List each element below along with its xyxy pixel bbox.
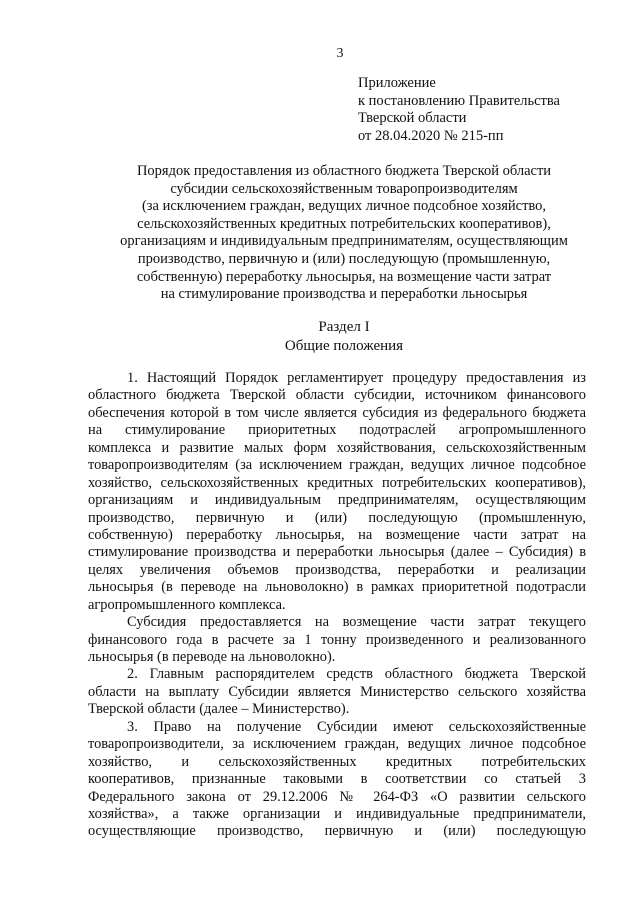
appendix-line: от 28.04.2020 № 215-пп [358, 127, 504, 144]
paragraph-line: организациям и индивидуальным предпринимателям, осуществляющим [88, 492, 586, 509]
paragraph-line: комплекса и развитие малых форм хозяйствования, сельскохозяйственным [88, 439, 586, 456]
document-title [86, 163, 602, 304]
appendix-line: Тверской области [358, 110, 467, 126]
paragraph [88, 666, 586, 718]
title-line: собственную) переработку льносырья, на возмещение части затрат [136, 268, 552, 285]
paragraph-line: целях увеличения объемов производства, переработки и реализации [88, 561, 586, 578]
paragraph [88, 719, 586, 841]
title-line: Порядок предоставления из областного бюджета Тверской области [136, 163, 552, 179]
paragraph-line: стимулирование производства и переработки льносырья (далее – Субсидия) в [88, 544, 586, 561]
paragraph-line: хозяйство, и сельскохозяйственных кредитных потребительских [88, 753, 586, 770]
paragraph-line: осуществляющие производство, первичную и (или) последующую [88, 823, 586, 840]
paragraph-line: 3. Право на получение Субсидии имеют сельскохозяйственные [127, 718, 586, 735]
paragraph [88, 614, 586, 666]
paragraph-line: Тверской области (далее – Министерство). [88, 701, 350, 718]
section-number: Раздел I [318, 319, 370, 335]
paragraph-line: агропромышленного комплекса. [88, 596, 286, 613]
paragraph-line: льносырья (в переводе на льноволокно) в рамках приоритетной подотрасли [88, 579, 586, 596]
title-line: сельскохозяйственных кредитных потребительских кооперативов), [137, 215, 551, 232]
appendix-block [358, 75, 560, 145]
title-line: производство, первичную и (или) последующую (промышленную, [137, 250, 551, 267]
paragraph-line: областного бюджета Тверской области субсидии, источником финансового [88, 387, 586, 404]
paragraph-line: 2. Главным распорядителем средств областного бюджета Тверской [127, 666, 586, 683]
paragraph-line: товаропроизводителям (за исключением граждан, ведущих личное подсобное [88, 457, 586, 474]
paragraph [88, 370, 586, 614]
paragraph-line: льносырья (в переводе на льноволокно). [88, 649, 336, 665]
paragraph-line: хозяйства», а также организации и индивидуальные предприниматели, [88, 805, 586, 822]
page-number: 3 [336, 46, 344, 61]
paragraph-line: производство, первичную и (или) последующую (промышленную, [88, 509, 586, 526]
paragraph-line: обеспечения которой в том числе является субсидия из федерального бюджета [88, 404, 586, 421]
section-name: Общие положения [284, 338, 404, 354]
paragraph-line: товаропроизводители, за исключением граждан, ведущих личное подсобное [88, 736, 586, 753]
section-heading [86, 318, 602, 356]
paragraph-line: финансового года в расчете за 1 тонну произведенного и реализованного [88, 631, 586, 648]
paragraph-line: собственную) переработку льносырья, на возмещение части затрат на [88, 526, 586, 543]
body-text [88, 370, 586, 841]
title-line: организациям и индивидуальным предпринимателям, осуществляющим [120, 233, 568, 250]
paragraph-line: Субсидия предоставляется на возмещение части затрат текущего [127, 614, 586, 631]
paragraph-line: кооперативов, признанные таковыми в соответствии со статьей 3 [88, 771, 586, 788]
paragraph-line: хозяйство, сельскохозяйственных кредитных потребительских кооперативов), [88, 474, 586, 491]
title-line: на стимулирование производства и переработки льносырья [160, 286, 528, 303]
paragraph-line: 1. Настоящий Порядок регламентирует процедуру предоставления из [127, 370, 586, 386]
appendix-line: Приложение [358, 75, 436, 91]
title-line: (за исключением граждан, ведущих личное подсобное хозяйство, [141, 198, 547, 215]
paragraph-line: области на выплату Субсидии является Министерство сельского хозяйства [88, 683, 586, 700]
title-line: субсидии сельскохозяйственным товаропроизводителям [170, 180, 518, 197]
paragraph-line: на стимулирование приоритетных подотраслей агропромышленного [88, 422, 586, 439]
paragraph-line: Федерального закона от 29.12.2006 № 264-ФЗ «О развитии сельского [88, 788, 586, 805]
appendix-line: к постановлению Правительства [358, 92, 560, 109]
